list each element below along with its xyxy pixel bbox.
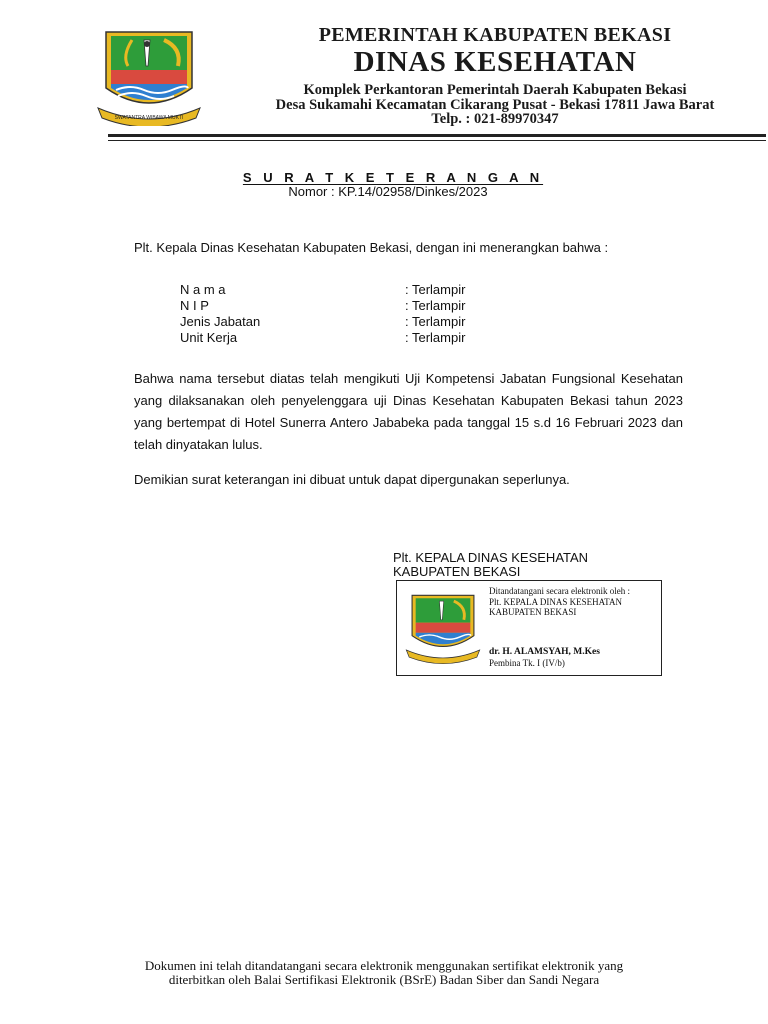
intro-statement: Plt. Kepala Dinas Kesehatan Kabupaten Bekasi, dengan ini menerangkan bahwa : — [134, 240, 609, 255]
kabupaten-bekasi-emblem-icon — [92, 26, 206, 126]
signatory-position: Plt. KEPALA DINAS KESEHATAN — [393, 550, 589, 565]
field-value-jenis-jabatan: : Terlampir — [405, 314, 466, 329]
esign-rank: Pembina Tk. I (IV/b) — [489, 658, 565, 668]
statement-paragraph: Bahwa nama tersebut diatas telah mengikuti Uji Kompetensi Jabatan Fungsional Kesehatan yang dilaksanakan oleh penyelenggara uji Dinas Kesehatan Kabupaten Bekasi tahun 2023 yang bertempat di Hotel Sunerra Antero Jababeka pada tanggal 15 s.d 16 Februari 2023 dan telah dinyatakan lulus. — [134, 371, 683, 452]
field-label-jenis-jabatan: Jenis Jabatan — [180, 314, 261, 329]
field-value-unit-kerja: : Terlampir — [405, 330, 466, 345]
kabupaten-bekasi-emblem-small-icon — [402, 586, 484, 668]
letterhead-agency: DINAS KESEHATAN — [353, 46, 637, 78]
letterhead-government: PEMERINTAH KABUPATEN BEKASI — [318, 24, 672, 46]
field-label-nip: N I P — [180, 298, 209, 313]
letterhead-divider-thin — [108, 140, 766, 141]
letterhead-address-1: Komplek Perkantoran Pemerintah Daerah Kabupaten Bekasi — [303, 82, 687, 98]
emblem-shield — [106, 32, 192, 103]
document-title-text: S U R A T K E T E R A N G A N — [242, 170, 544, 185]
signatory-region: KABUPATEN BEKASI — [393, 564, 521, 579]
field-label-unit-kerja: Unit Kerja — [180, 330, 238, 345]
logo-motto: SWATANTRA WIBAWA MUKTI — [114, 115, 184, 121]
esign-title-1: Plt. KEPALA DINAS KESEHATAN — [489, 597, 622, 607]
letterhead-address-2: Desa Sukamahi Kecamatan Cikarang Pusat - Bekasi 17811 Jawa Barat — [275, 97, 715, 113]
field-value-nama: : Terlampir — [405, 282, 466, 297]
esign-label: Ditandatangani secara elektronik oleh : — [489, 586, 630, 596]
letterhead-phone: Telp. : 021-89970347 — [431, 111, 559, 127]
closing-paragraph: Demikian surat keterangan ini dibuat untuk dapat dipergunakan seperlunya. — [134, 472, 570, 487]
field-value-nip: : Terlampir — [405, 298, 466, 313]
footer-note-line-2: diterbitkan oleh Balai Sertifikasi Elektronik (BSrE) Badan Siber dan Sandi Negara — [168, 972, 600, 987]
footer-note-line-1: Dokumen ini telah ditandatangani secara elektronik menggunakan sertifikat elektronik yang — [144, 958, 624, 973]
esign-title-2: KABUPATEN BEKASI — [489, 607, 577, 617]
esign-name: dr. H. ALAMSYAH, M.Kes — [489, 647, 600, 657]
letterhead-divider-thick — [108, 134, 766, 137]
document-number: Nomor : KP.14/02958/Dinkes/2023 — [288, 184, 488, 199]
field-label-nama: N a m a — [180, 282, 226, 297]
